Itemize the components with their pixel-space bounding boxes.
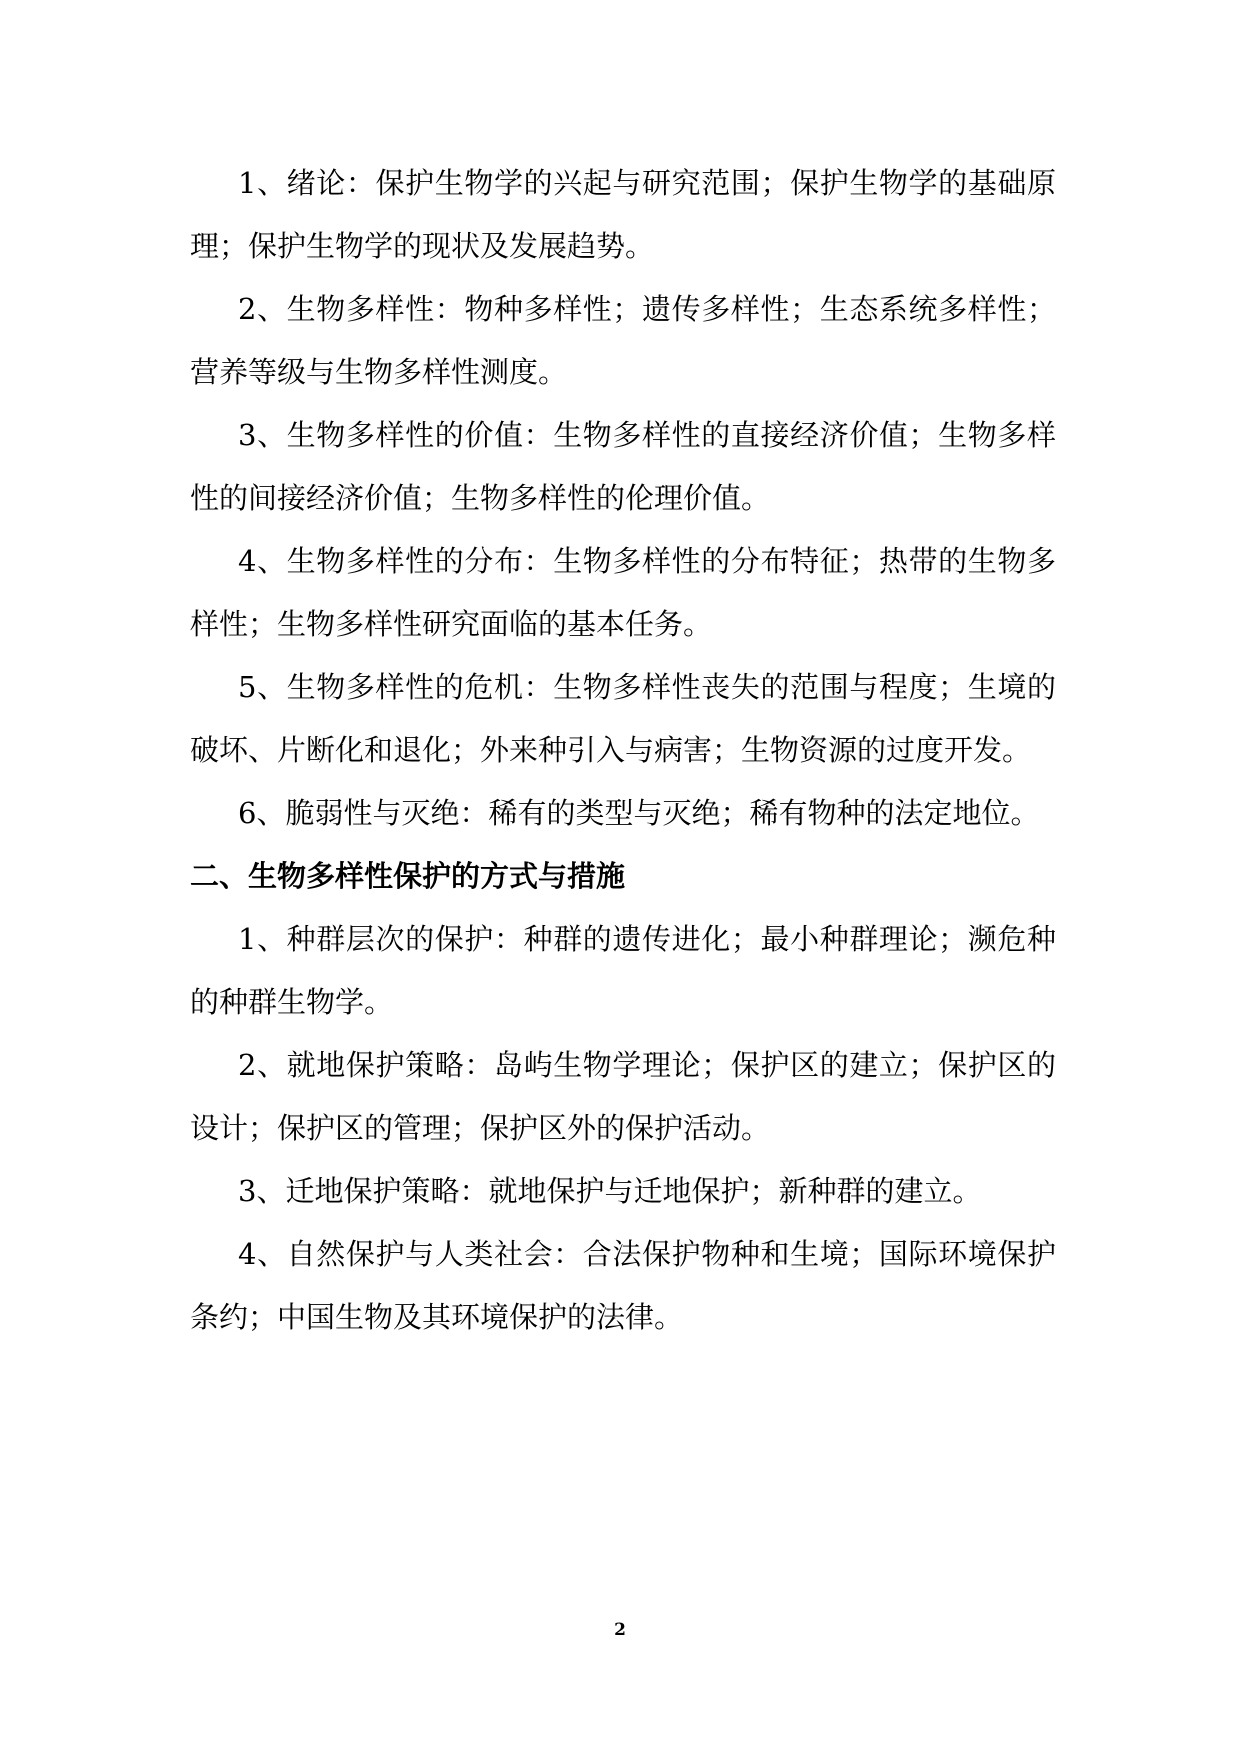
page-number: 2 [614,1620,626,1640]
paragraph-ex-situ-strategy: 3、迁地保护策略：就地保护与迁地保护；新种群的建立。 [238,1174,982,1208]
paragraph-intro: 1、绪论：保护生物学的兴起与研究范围；保护生物学的基础原理；保护生物学的现状及发展趋势。 [190,166,1056,263]
paragraph-vulnerability-extinction: 6、脆弱性与灭绝：稀有的类型与灭绝；稀有物种的法定地位。 [238,796,1040,830]
paragraph-population-protection: 1、种群层次的保护：种群的遗传进化；最小种群理论；濒危种的种群生物学。 [190,922,1056,1019]
paragraph-biodiversity: 2、生物多样性：物种多样性；遗传多样性；生态系统多样性；营养等级与生物多样性测度。 [190,292,1056,389]
paragraph-nature-and-society: 4、自然保护与人类社会：合法保护物种和生境；国际环境保护条约；中国生物及其环境保护的法律。 [190,1237,1056,1334]
paragraph-biodiversity-distribution: 4、生物多样性的分布：生物多样性的分布特征；热带的生物多样性；生物多样性研究面临的基本任务。 [190,544,1056,641]
paragraph-in-situ-strategy: 2、就地保护策略：岛屿生物学理论；保护区的建立；保护区的设计；保护区的管理；保护区外的保护活动。 [190,1048,1056,1145]
document-body [190,152,1056,1349]
paragraph-biodiversity-value: 3、生物多样性的价值：生物多样性的直接经济价值；生物多样性的间接经济价值；生物多样性的伦理价值。 [190,418,1056,515]
paragraph-biodiversity-crisis: 5、生物多样性的危机：生物多样性丧失的范围与程度；生境的破坏、片断化和退化；外来种引入与病害；生物资源的过度开发。 [190,670,1056,767]
section-heading: 二、生物多样性保护的方式与措施 [190,859,626,893]
